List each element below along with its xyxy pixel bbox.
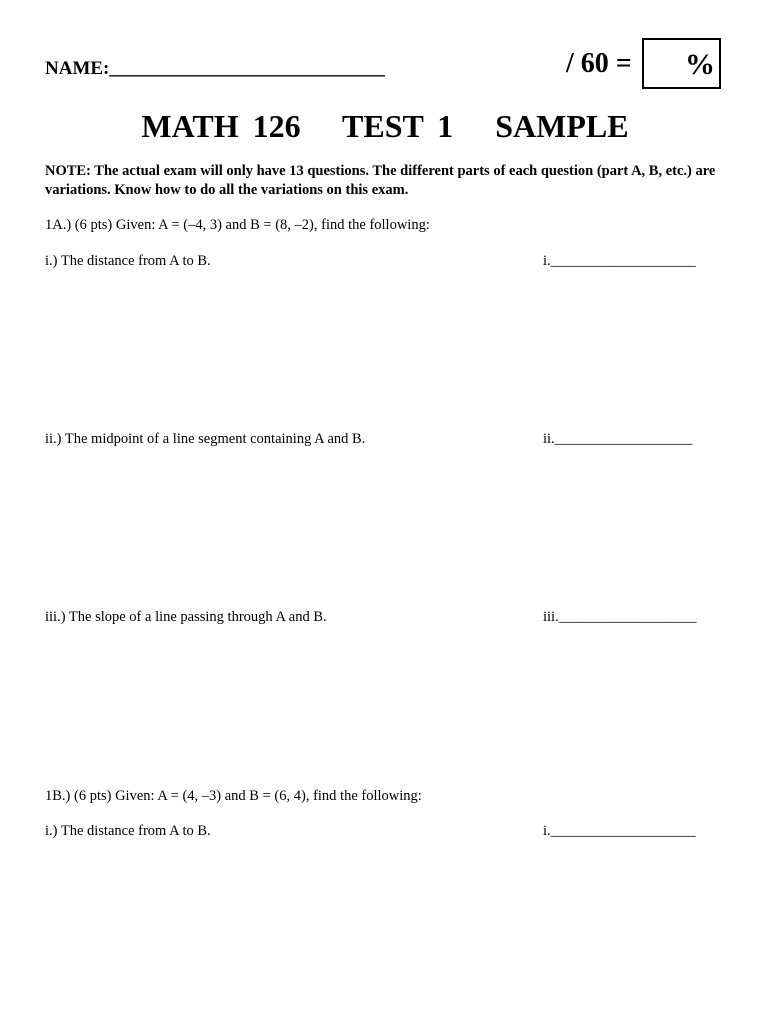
exam-note: NOTE: The actual exam will only have 13 questions. The different parts of each question (part A, B, etc.) are variations. Know how to do all the variations on this exam.: [45, 163, 716, 198]
percent-sign: %: [685, 48, 715, 81]
question-1a-part-i-answer-line: i.____________________: [543, 253, 696, 269]
question-1a-part-iii-answer-line: iii.___________________: [543, 609, 697, 625]
question-1a-part-ii: ii.) The midpoint of a line segment containing A and B.: [45, 431, 366, 447]
question-1a-prompt: 1A.) (6 pts) Given: A = (–4, 3) and B = (8, –2), find the following:: [45, 217, 430, 233]
question-1b-part-i: i.) The distance from A to B.: [45, 823, 211, 839]
question-1a-part-i: i.) The distance from A to B.: [45, 253, 211, 269]
percent-box: [642, 38, 721, 89]
name-field-label: NAME:_____________________________: [45, 58, 385, 79]
question-1b-prompt: 1B.) (6 pts) Given: A = (4, –3) and B = (6, 4), find the following:: [45, 788, 422, 804]
page-title: MATH 126 TEST 1 SAMPLE: [141, 108, 629, 144]
question-1a-part-iii: iii.) The slope of a line passing through A and B.: [45, 609, 327, 625]
question-1a-part-ii-answer-line: ii.___________________: [543, 431, 693, 447]
score-total: / 60 =: [566, 48, 632, 79]
question-1b-part-i-answer-line: i.____________________: [543, 823, 696, 839]
